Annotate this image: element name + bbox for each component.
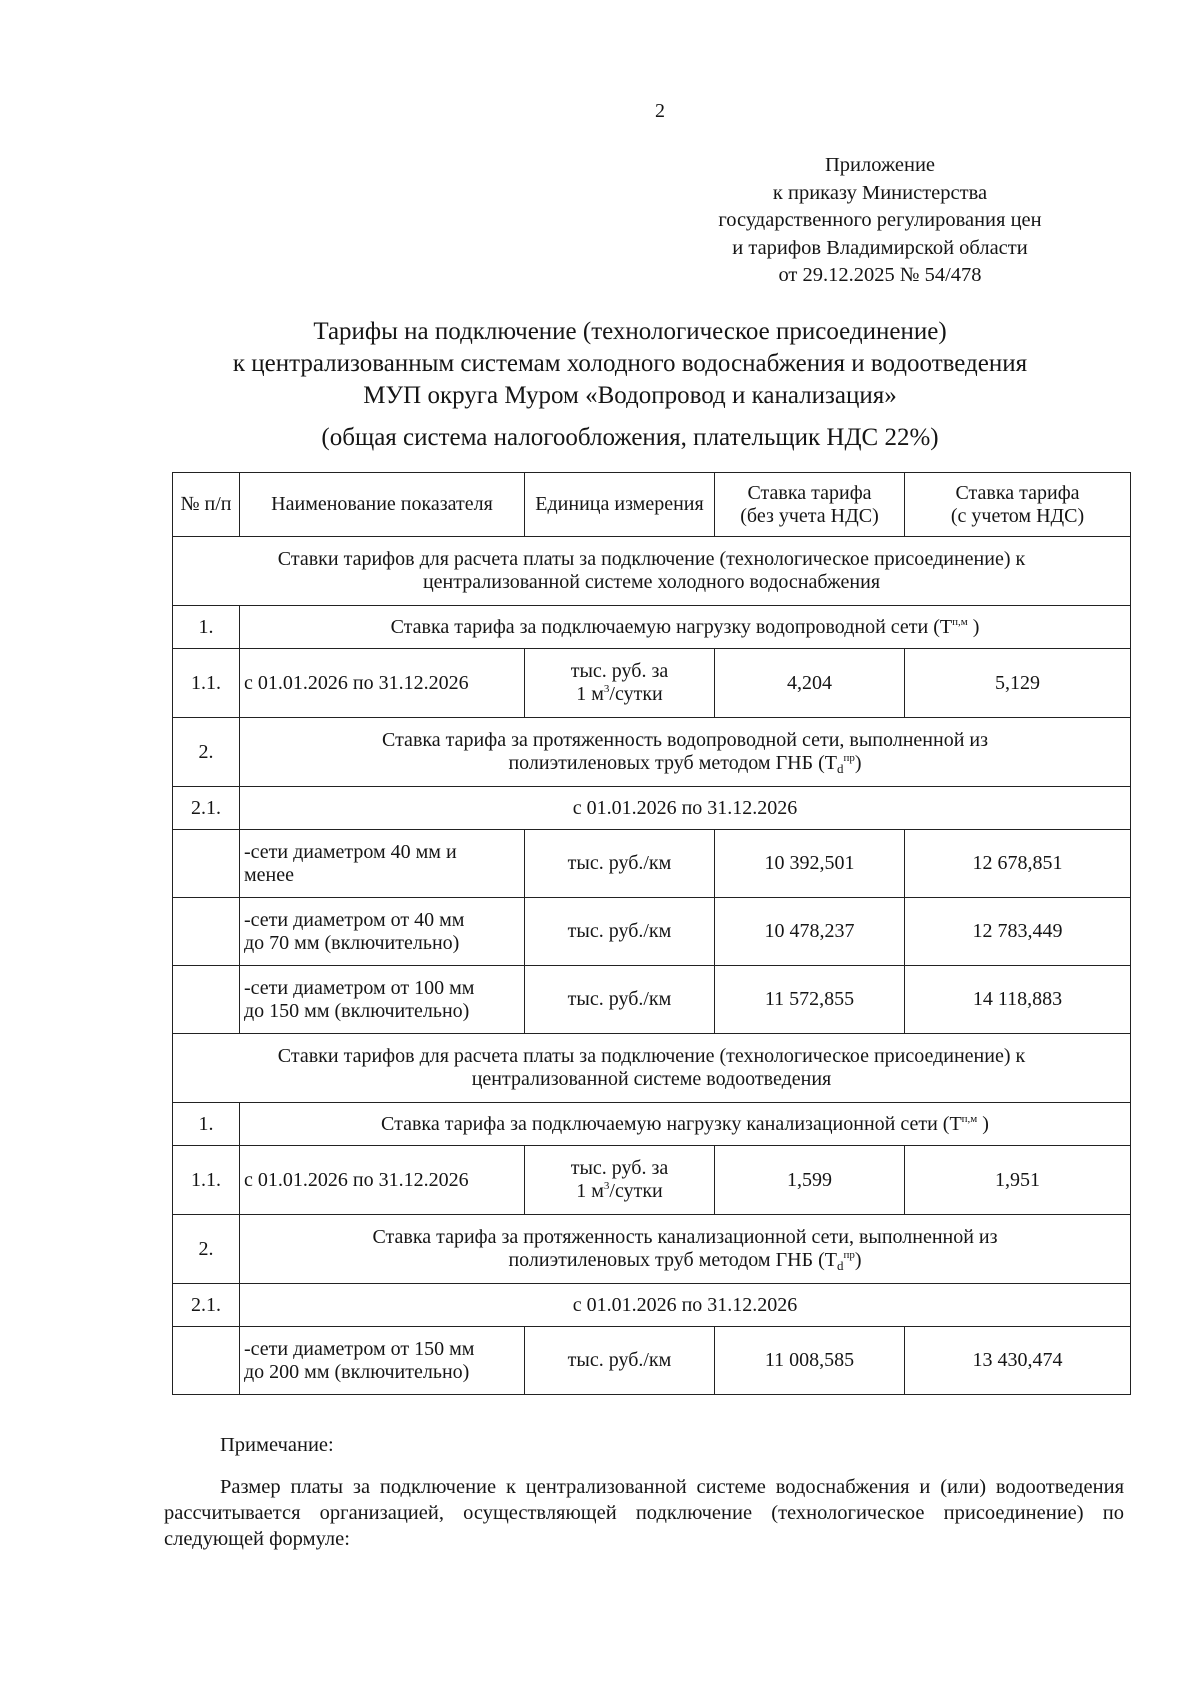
section-header-water <box>173 537 1131 606</box>
rate-text-end: ) <box>854 752 862 774</box>
table-row <box>173 787 1131 830</box>
section-title <box>173 1034 1131 1103</box>
row-title <box>240 606 1131 649</box>
header-text: Ставка тарифа <box>747 481 872 504</box>
rate-symbol-sup: пр <box>843 752 855 764</box>
table-row <box>173 1146 1131 1215</box>
row-unit: тыс. руб./км <box>525 830 715 898</box>
unit-line: тыс. руб. за <box>570 660 669 682</box>
unit-line <box>529 683 710 706</box>
table-row <box>173 606 1131 649</box>
diameter-line: -сети диаметром 40 мм и <box>244 840 457 863</box>
title-line: МУП округа Муром «Водопровод и канализация» <box>363 382 897 409</box>
row-diameter <box>240 966 525 1034</box>
row-title-line <box>244 1249 1126 1272</box>
document-subtitle: (общая система налогообложения, плательщик НДС 22%) <box>321 424 939 451</box>
notes-block <box>164 1432 1124 1552</box>
table-row <box>173 898 1131 966</box>
rate-no-vat: 1,599 <box>715 1146 905 1215</box>
section-title <box>173 537 1131 606</box>
row-period: с 01.01.2026 по 31.12.2026 <box>240 649 525 718</box>
section-title-line: централизованной системе холодного водоснабжения <box>422 571 881 593</box>
row-unit <box>525 649 715 718</box>
rate-vat: 1,951 <box>905 1146 1131 1215</box>
row-diameter <box>240 830 525 898</box>
rate-vat: 12 783,449 <box>905 898 1131 966</box>
section-header-sewer <box>173 1034 1131 1103</box>
notes-label: Примечание: <box>220 1434 334 1456</box>
unit-text: /сутки <box>609 683 663 705</box>
rate-vat: 14 118,883 <box>905 966 1131 1034</box>
row-title-line: Ставка тарифа за протяженность канализационной сети, выполненной из <box>372 1226 998 1248</box>
appendix-line: и тарифов Владимирской области <box>732 236 1028 259</box>
rate-vat: 12 678,851 <box>905 830 1131 898</box>
rate-text-end: ) <box>854 1249 862 1271</box>
diameter-line: менее <box>244 863 294 886</box>
unit-text: 1 м <box>576 683 604 705</box>
appendix-line: к приказу Министерства <box>772 181 988 204</box>
header-text: Ставка тарифа <box>955 481 1080 504</box>
row-unit: тыс. руб./км <box>525 1327 715 1395</box>
section-title-line: Ставки тарифов для расчета платы за подключение (технологическое присоединение) к <box>277 1045 1026 1067</box>
header-num: № п/п <box>173 473 240 537</box>
row-num: 1. <box>173 606 240 649</box>
rate-symbol-sub: d <box>836 761 844 776</box>
title-line: Тарифы на подключение (технологическое присоединение) <box>313 318 947 345</box>
unit-sup: 3 <box>603 1180 610 1192</box>
rate-no-vat: 11 008,585 <box>715 1327 905 1395</box>
rate-no-vat: 10 392,501 <box>715 830 905 898</box>
section-title-line: Ставки тарифов для расчета платы за подключение (технологическое присоединение) к <box>277 548 1026 570</box>
unit-sup: 3 <box>603 683 610 695</box>
row-period: с 01.01.2026 по 31.12.2026 <box>240 1146 525 1215</box>
row-title <box>240 1215 1131 1284</box>
row-diameter <box>240 1327 525 1395</box>
table-row <box>173 830 1131 898</box>
table-row <box>173 718 1131 787</box>
notes-text: Размер платы за подключение к централизованной системе водоснабжения и (или) водоотведения рассчитывается организацией, осуществляющей подключение (технологическое присоединение) по следующей формуле: <box>164 1476 1124 1550</box>
row-num: 2.1. <box>173 787 240 830</box>
row-title-line: Ставка тарифа за протяженность водопроводной сети, выполненной из <box>382 729 988 751</box>
rate-symbol-sup: пр <box>843 1249 855 1261</box>
row-num <box>173 966 240 1034</box>
row-period: с 01.01.2026 по 31.12.2026 <box>240 787 1131 830</box>
rate-text: полиэтиленовых труб методом ГНБ (Т <box>508 752 837 774</box>
diameter-line: до 70 мм (включительно) <box>244 931 460 954</box>
row-num: 2. <box>173 718 240 787</box>
row-num <box>173 1327 240 1395</box>
row-unit: тыс. руб./км <box>525 898 715 966</box>
title-line: к централизованным системам холодного водоснабжения и водоотведения <box>232 350 1028 377</box>
header-unit: Единица измерения <box>525 473 715 537</box>
rate-text: Ставка тарифа за подключаемую нагрузку водопроводной сети (Т <box>390 615 953 638</box>
page-number: 2 <box>655 100 665 122</box>
rate-no-vat: 11 572,855 <box>715 966 905 1034</box>
header-rate-no-vat <box>715 473 905 537</box>
diameter-line: до 150 мм (включительно) <box>244 999 470 1022</box>
rate-no-vat: 10 478,237 <box>715 898 905 966</box>
rate-no-vat: 4,204 <box>715 649 905 718</box>
row-unit: тыс. руб./км <box>525 966 715 1034</box>
appendix-line: Приложение <box>824 154 936 176</box>
row-num <box>173 898 240 966</box>
rate-text: Ставка тарифа за подключаемую нагрузку канализационной сети (Т <box>381 1112 962 1135</box>
document-title <box>150 316 1110 412</box>
diameter-line: -сети диаметром от 150 мм <box>244 1337 475 1360</box>
unit-line <box>529 1180 710 1203</box>
table-header-row <box>173 473 1131 537</box>
row-unit <box>525 1146 715 1215</box>
rate-symbol-sup: п,м <box>952 615 968 628</box>
table-row <box>173 966 1131 1034</box>
unit-line: тыс. руб. за <box>570 1157 669 1179</box>
section-title-line: централизованной системе водоотведения <box>471 1068 832 1090</box>
rate-symbol-sup: п,м <box>961 1112 978 1125</box>
header-rate-vat <box>905 473 1131 537</box>
header-text: (без учета НДС) <box>740 504 879 527</box>
row-num: 1. <box>173 1103 240 1146</box>
tariff-table <box>172 472 1131 1395</box>
row-title <box>240 718 1131 787</box>
row-num: 1.1. <box>173 649 240 718</box>
row-title <box>240 1103 1131 1146</box>
unit-text: /сутки <box>609 1180 663 1202</box>
row-diameter <box>240 898 525 966</box>
rate-vat: 5,129 <box>905 649 1131 718</box>
row-period: с 01.01.2026 по 31.12.2026 <box>240 1284 1131 1327</box>
rate-vat: 13 430,474 <box>905 1327 1131 1395</box>
table-row <box>173 1215 1131 1284</box>
rate-symbol-sub: d <box>836 1258 844 1273</box>
appendix-order-date: от 29.12.2025 № 54/478 <box>778 264 982 286</box>
appendix-block <box>670 152 1090 290</box>
header-text: (с учетом НДС) <box>950 504 1085 527</box>
appendix-line: государственного регулирования цен <box>718 209 1042 231</box>
table-row <box>173 1327 1131 1395</box>
diameter-line: до 200 мм (включительно) <box>244 1360 470 1383</box>
unit-text: 1 м <box>576 1180 604 1202</box>
row-num: 2.1. <box>173 1284 240 1327</box>
table-row <box>173 649 1131 718</box>
row-num: 1.1. <box>173 1146 240 1215</box>
row-title-line <box>244 752 1126 775</box>
header-name: Наименование показателя <box>240 473 525 537</box>
row-num <box>173 830 240 898</box>
rate-text-end: ) <box>977 1112 989 1135</box>
rate-text: полиэтиленовых труб методом ГНБ (Т <box>508 1249 837 1271</box>
rate-text-end: ) <box>967 615 980 638</box>
diameter-line: -сети диаметром от 100 мм <box>244 976 475 999</box>
diameter-line: -сети диаметром от 40 мм <box>244 908 465 931</box>
table-row <box>173 1284 1131 1327</box>
row-num: 2. <box>173 1215 240 1284</box>
table-row <box>173 1103 1131 1146</box>
